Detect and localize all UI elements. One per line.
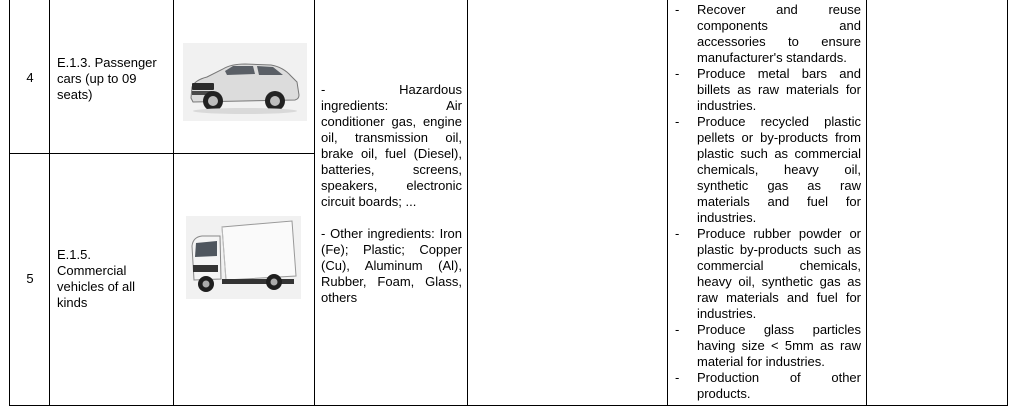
recycling-output-list <box>671 2 861 402</box>
commercial-vehicle-image <box>186 216 301 299</box>
row-number: 5 <box>26 271 34 286</box>
column-divider <box>173 0 174 406</box>
column-divider <box>866 0 867 406</box>
row-divider <box>9 153 315 154</box>
vehicle-category: E.1.3. Passenger cars (up to 09 seats) <box>57 55 157 102</box>
table-border-left <box>9 0 10 406</box>
box-truck-icon <box>186 216 301 299</box>
column-divider <box>314 0 315 406</box>
table-border-right <box>1007 0 1008 406</box>
table-border-bottom <box>9 405 1008 406</box>
column-divider <box>667 0 668 406</box>
vehicle-category: E.1.5. Commercial vehicles of all kinds <box>57 247 136 310</box>
list-item: - Produce rubber powder or plastic by-products such as commercial chemicals, heavy oil, synthetic gas as raw materials and fuel for industries. <box>671 226 861 322</box>
column-divider <box>467 0 468 406</box>
row-number: 4 <box>26 70 34 85</box>
hazardous-ingredients: - Hazardous ingredients: Air conditioner gas, engine oil, transmission oil, brake oil, fuel (Diesel), batteries, screens, speakers, electronic circuit boards; ... <box>321 82 462 209</box>
passenger-suv-icon <box>183 43 307 121</box>
list-item: - Production of other products. <box>671 370 861 402</box>
list-item: - Produce metal bars and billets as raw materials for industries. <box>671 66 861 114</box>
list-item: - Produce recycled plastic pellets or by-products from plastic such as commercial chemicals, heavy oil, synthetic gas as raw materials and fuel for industries. <box>671 114 861 226</box>
list-item: - Produce glass particles having size < 5mm as raw material for industries. <box>671 322 861 370</box>
column-divider <box>49 0 50 406</box>
list-item: - Recover and reuse components and accessories to ensure manufacturer's standards. <box>671 2 861 66</box>
other-ingredients: - Other ingredients: Iron (Fe); Plastic; Copper (Cu), Aluminum (Al), Rubber, Foam, Glass, others <box>321 226 462 305</box>
passenger-car-image <box>183 43 307 121</box>
